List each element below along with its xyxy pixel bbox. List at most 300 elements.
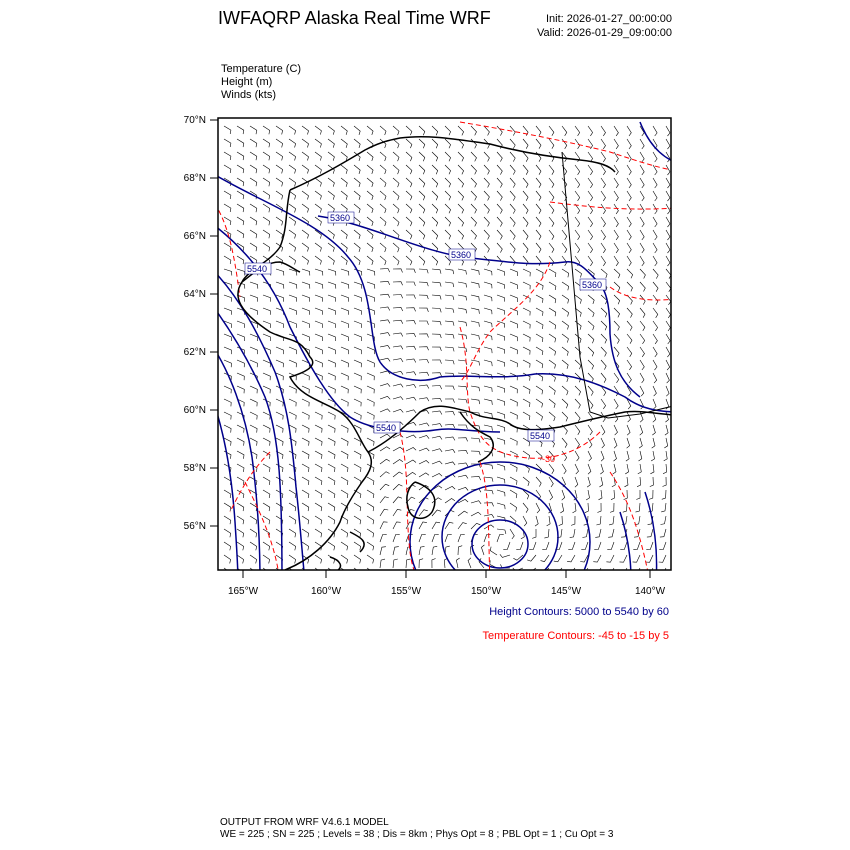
wind-barb	[562, 269, 569, 277]
wind-barb	[458, 217, 464, 226]
wind-barb	[633, 542, 640, 550]
wind-barb	[367, 477, 374, 485]
lon-tick	[228, 570, 259, 597]
wind-barb	[614, 269, 620, 278]
wind-barb	[224, 308, 232, 315]
wind-barb	[328, 555, 335, 563]
wind-barb	[380, 559, 385, 568]
wind-barb	[224, 256, 231, 264]
wind-barb	[549, 386, 555, 395]
wind-barb	[536, 269, 543, 277]
wind-barb	[380, 256, 386, 265]
wind-barb	[608, 529, 614, 537]
wind-barb	[263, 555, 270, 563]
field-temperature: Temperature (C)	[221, 63, 302, 75]
wind-barb	[393, 126, 399, 135]
wind-barb	[588, 425, 592, 435]
wind-barb	[527, 555, 536, 561]
wind-barb	[614, 139, 618, 149]
wind-barb	[549, 204, 554, 214]
wind-barb	[627, 347, 632, 357]
wind-barb	[432, 522, 440, 529]
wind-barb	[237, 256, 244, 264]
wind-barb	[289, 490, 296, 498]
wind-barb	[633, 555, 640, 562]
wind-barb	[523, 152, 528, 162]
wind-barb	[224, 360, 231, 367]
wind-barb	[588, 217, 593, 227]
wind-barb	[653, 360, 657, 370]
wind-barb	[593, 568, 601, 575]
wind-barb	[562, 438, 567, 448]
coastline-chain	[330, 532, 364, 572]
wind-barb	[510, 334, 517, 341]
wind-barb	[419, 191, 425, 200]
wind-barb	[341, 230, 347, 239]
wind-barb	[393, 472, 403, 477]
wind-barb	[276, 438, 283, 446]
wind-barb	[302, 321, 310, 328]
wind-barb	[406, 243, 412, 252]
lon-tick	[391, 570, 422, 597]
wind-barb	[601, 139, 606, 149]
wind-barb	[523, 399, 530, 407]
wind-barb	[289, 399, 296, 406]
wind-barb	[510, 256, 515, 266]
wind-barb	[497, 477, 505, 483]
wind-barb	[380, 217, 386, 226]
wind-barb	[650, 464, 654, 474]
wind-barb	[406, 204, 412, 213]
wind-barb	[341, 126, 347, 135]
wind-barb	[458, 347, 467, 352]
wind-barb	[328, 503, 335, 511]
wind-barb	[367, 204, 373, 213]
wind-barb	[367, 399, 374, 406]
wind-barb	[497, 269, 505, 276]
wind-barb	[250, 412, 257, 420]
contour-label-text: 5540	[376, 423, 397, 433]
wind-barb	[536, 217, 541, 227]
wind-barb	[445, 282, 454, 287]
wind-barb	[432, 449, 442, 452]
map-panel	[170, 112, 690, 607]
wind-barb	[380, 243, 386, 252]
wind-barb	[224, 425, 231, 433]
lat-label: 64°N	[183, 289, 206, 300]
wind-barb	[646, 555, 653, 562]
wind-barb	[263, 425, 270, 433]
wind-barb	[458, 475, 468, 478]
wind-barb	[354, 282, 362, 289]
wind-barb	[666, 308, 671, 318]
wind-barb	[237, 373, 244, 380]
lat-label: 68°N	[183, 173, 206, 184]
wind-barb	[328, 386, 335, 393]
wind-barb	[500, 554, 510, 557]
wind-barb	[432, 411, 442, 415]
wind-barb	[341, 451, 348, 459]
wind-barb	[406, 448, 416, 452]
wind-barb	[328, 360, 335, 367]
wind-barb	[640, 334, 645, 344]
wind-barb	[626, 451, 629, 461]
wind-barb	[562, 256, 567, 266]
wind-barb	[652, 438, 655, 448]
wind-barb	[250, 139, 257, 147]
wind-barb	[666, 126, 670, 136]
wind-barb	[276, 126, 283, 134]
wind-barb	[250, 529, 257, 537]
wind-barb	[250, 347, 257, 354]
contour-label	[245, 263, 271, 274]
wind-barb	[328, 516, 335, 524]
wind-barb	[535, 516, 538, 526]
wind-barb	[263, 295, 271, 302]
wind-barb	[640, 178, 644, 188]
wind-barb	[341, 139, 347, 148]
wind-barb	[510, 217, 515, 227]
wind-barb	[666, 217, 670, 227]
wind-barb	[627, 308, 632, 318]
wind-barb	[497, 204, 502, 214]
wind-barb	[289, 256, 296, 265]
wind-barb	[419, 546, 425, 555]
wind-barb	[341, 542, 348, 550]
wind-barb	[445, 412, 455, 416]
wind-barb	[458, 269, 467, 275]
wind-barb	[497, 243, 502, 253]
wind-barb	[666, 347, 670, 357]
lat-tick	[184, 289, 218, 300]
wind-barb	[237, 152, 244, 160]
wind-barb	[458, 523, 467, 529]
wind-barb	[614, 178, 618, 188]
wind-barb	[471, 152, 477, 161]
wind-barb	[653, 321, 658, 331]
wind-barb	[497, 386, 505, 393]
wind-barb	[640, 425, 643, 435]
wind-barb	[302, 204, 309, 213]
wind-barb	[612, 477, 615, 487]
wind-barb	[276, 399, 283, 406]
wind-barb	[393, 559, 398, 568]
wind-barb	[653, 308, 658, 318]
wind-barb	[510, 490, 517, 498]
wind-barb	[445, 139, 451, 148]
wind-barb	[432, 424, 442, 427]
wind-barb	[588, 308, 594, 317]
lon-tick	[471, 570, 502, 597]
wind-barb	[627, 373, 631, 383]
wind-barb	[250, 165, 257, 173]
wind-barb	[341, 295, 349, 302]
wind-barb	[653, 126, 657, 136]
wind-barb	[650, 477, 654, 487]
wind-barb	[536, 308, 543, 316]
wind-barb	[575, 477, 578, 487]
wind-barb	[406, 191, 412, 200]
wind-barb	[224, 191, 231, 199]
wind-barb	[653, 230, 657, 240]
wind-barb	[497, 191, 502, 201]
wind-barb	[562, 451, 567, 461]
wind-barb	[237, 516, 244, 524]
wind-barb	[560, 503, 563, 513]
wind-barb	[627, 412, 631, 422]
wind-barb	[536, 191, 541, 201]
wind-barb	[250, 282, 258, 289]
wind-barb	[341, 425, 348, 433]
wind-barb	[614, 425, 618, 435]
lon-label: 140°W	[634, 586, 666, 597]
wind-barb	[445, 486, 455, 490]
wind-barb	[328, 256, 334, 265]
wind-barb	[354, 399, 361, 406]
wind-barb	[497, 412, 505, 419]
wind-barb	[380, 333, 390, 336]
wind-barb	[666, 386, 669, 396]
wind-barb	[614, 321, 619, 331]
wind-barb	[289, 139, 296, 148]
wind-barb	[315, 282, 323, 289]
wind-barb	[406, 139, 412, 148]
wind-barb	[250, 152, 257, 160]
wind-barb	[224, 555, 231, 563]
wind-barb	[302, 464, 309, 472]
wind-barb	[354, 516, 361, 524]
wind-barb	[354, 386, 361, 393]
wind-barb	[484, 464, 493, 469]
wind-barb	[315, 178, 321, 187]
wind-barb	[419, 522, 427, 529]
map-frame	[218, 118, 671, 570]
wind-barb	[315, 126, 321, 135]
wind-barb	[302, 152, 309, 161]
wind-barb	[263, 308, 271, 315]
wind-barb	[250, 334, 257, 341]
wind-barb	[341, 178, 347, 187]
wind-barb	[658, 568, 666, 575]
wind-barb	[263, 217, 270, 225]
coastline-kodiak	[407, 482, 435, 518]
wind-barb	[380, 126, 386, 135]
wind-barb	[406, 152, 412, 161]
wind-barb	[263, 321, 271, 328]
wind-barb	[302, 282, 310, 289]
wind-barb	[510, 399, 517, 406]
wind-barb	[562, 360, 568, 369]
wind-barb	[276, 217, 283, 225]
wind-barb	[588, 334, 594, 343]
wind-barb	[315, 477, 322, 485]
lat-tick	[184, 405, 218, 416]
wind-barb	[393, 295, 403, 299]
wind-barb	[497, 165, 502, 175]
wind-barb	[562, 243, 567, 253]
wind-barb	[562, 282, 569, 290]
wind-barb	[510, 529, 514, 539]
wind-barb	[393, 484, 402, 490]
wind-barb	[573, 503, 577, 513]
wind-barb	[666, 321, 670, 331]
wind-barb	[575, 464, 579, 474]
wind-barb	[484, 534, 491, 542]
wind-barb	[627, 321, 632, 331]
wind-barb	[484, 204, 489, 214]
wind-barb	[354, 204, 360, 213]
wind-barb	[393, 460, 403, 465]
wind-barb	[627, 165, 631, 175]
wind-barb	[640, 191, 644, 201]
wind-barb	[380, 447, 390, 451]
wind-barb	[588, 204, 593, 214]
coastline-kenai	[460, 412, 493, 462]
wind-barb	[536, 126, 541, 136]
wind-barb	[393, 165, 399, 174]
wind-barb	[380, 307, 390, 311]
wind-barb	[601, 217, 606, 227]
wind-barb	[497, 534, 504, 542]
wind-barb	[471, 321, 479, 327]
init-time: Init: 2026-01-27_00:00:00	[546, 13, 672, 25]
wind-barb	[380, 459, 390, 464]
wind-barb	[367, 555, 374, 563]
lat-tick	[184, 231, 218, 242]
wind-barb	[640, 360, 644, 370]
wind-barb	[354, 477, 361, 485]
wind-barb	[627, 425, 630, 435]
wind-barb	[315, 191, 321, 200]
wind-barb	[627, 438, 630, 448]
wind-barb	[406, 295, 416, 299]
wind-barb	[536, 321, 543, 329]
wind-barb	[588, 178, 593, 188]
wind-barb	[575, 451, 579, 461]
coastlines	[238, 137, 690, 572]
wind-barb	[471, 191, 477, 200]
wind-barb	[601, 438, 605, 448]
wind-barb	[484, 152, 489, 162]
wind-barb	[588, 464, 591, 474]
wind-barb	[579, 568, 588, 574]
wind-barb	[289, 412, 296, 420]
wind-barb	[562, 373, 568, 382]
map-svg	[170, 112, 690, 607]
wind-barb	[637, 477, 641, 487]
wind-barb	[575, 165, 580, 175]
wind-barb	[380, 534, 387, 542]
wind-barb	[393, 509, 401, 516]
wind-barb	[510, 204, 515, 214]
wind-barb	[640, 217, 644, 227]
model-version: OUTPUT FROM WRF V4.6.1 MODEL	[220, 817, 389, 828]
wind-barb	[484, 178, 489, 188]
wind-barb	[406, 178, 412, 187]
wind-barb	[471, 386, 480, 391]
wind-barb	[627, 139, 631, 149]
wind-barb	[237, 438, 244, 446]
wind-barb	[354, 503, 361, 511]
wind-barb	[341, 204, 347, 213]
wind-barb	[627, 217, 631, 227]
wind-barb	[471, 438, 480, 443]
contour-label	[328, 212, 354, 223]
wind-barb	[614, 295, 620, 304]
wind-barb	[601, 269, 607, 278]
wind-barb	[393, 191, 399, 200]
wind-barb	[237, 321, 245, 328]
wind-barb	[523, 204, 528, 214]
wind-barb	[224, 477, 231, 485]
wind-barb	[302, 373, 309, 380]
wind-barb	[237, 139, 244, 147]
wind-barb	[419, 360, 429, 364]
wind-barb	[544, 529, 549, 538]
wind-barb	[432, 360, 442, 364]
wind-barb	[315, 386, 322, 393]
wind-barb	[640, 399, 644, 409]
wind-barb	[276, 282, 284, 289]
wind-barb	[497, 334, 505, 341]
wind-barb	[640, 152, 644, 162]
wind-barb	[263, 165, 270, 173]
wind-barb	[619, 568, 627, 575]
wind-barb	[289, 295, 297, 302]
wind-barb	[393, 217, 399, 226]
wind-barb	[367, 243, 373, 252]
wind-barb	[588, 126, 593, 136]
wind-barb	[653, 373, 657, 383]
wind-barb	[523, 230, 528, 240]
wind-barb	[666, 139, 670, 149]
wind-barb	[289, 347, 296, 354]
wind-barb	[647, 529, 653, 537]
wind-barb	[250, 386, 257, 393]
wind-barb	[302, 269, 310, 276]
wind-barb	[484, 269, 492, 275]
wind-barb	[458, 487, 468, 490]
wind-barb	[549, 477, 553, 487]
wind-barb	[536, 412, 543, 421]
wind-barb	[341, 152, 347, 161]
lat-tick	[184, 521, 218, 532]
wind-barb	[627, 360, 632, 370]
wind-barb	[276, 425, 283, 433]
wind-barb	[497, 529, 506, 534]
wind-barb	[406, 472, 416, 477]
wind-barb	[523, 334, 530, 342]
wind-barb	[575, 295, 581, 304]
wind-barb	[523, 269, 530, 276]
wind-barb	[536, 386, 543, 394]
wind-barb	[503, 542, 510, 550]
wind-barb	[484, 230, 489, 240]
wind-barb	[328, 451, 335, 459]
wind-barb	[224, 399, 231, 406]
wind-barb	[315, 269, 323, 276]
wind-barb	[289, 542, 296, 550]
field-list	[221, 63, 301, 102]
wind-barb	[341, 464, 348, 472]
contour-label-text: -30	[542, 454, 556, 464]
lat-label: 66°N	[183, 231, 206, 242]
wind-barb	[341, 399, 348, 406]
wind-barb	[328, 373, 335, 380]
wind-barb	[484, 490, 493, 494]
wind-barb	[640, 347, 645, 357]
wind-barb	[393, 204, 399, 213]
